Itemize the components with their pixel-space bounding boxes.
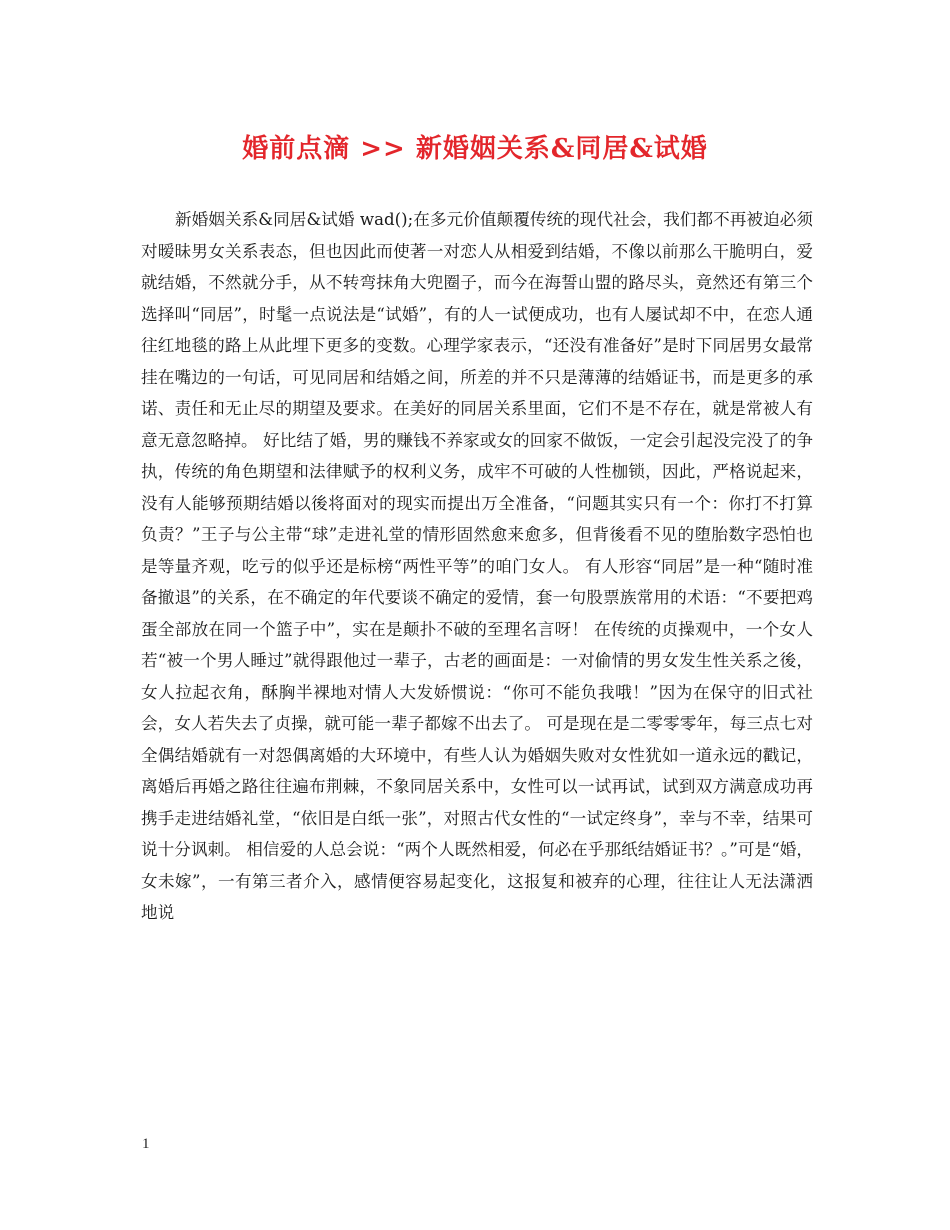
- document-title: 婚前点滴 >> 新婚姻关系&同居&试婚: [242, 134, 708, 164]
- document-body-paragraph: 新婚姻关系&同居&试婚 wad();在多元价值颠覆传统的现代社会，我们都不再被迫必须对暧昧男女关系表态，但也因此而使著一对恋人从相爱到结婚，不像以前那么干脆明白，爱就结婚，不然就分手，从不转弯抹角大兜圈子，而今在海誓山盟的路尽头，竟然还有第三个选择叫“同居”，时髦一点说法是“试婚”，有的人一试便成功，也有人屡试却不中，在恋人通往红地毯的路上从此埋下更多的变数。心理学家表示，“还没有准备好”是时下同居男女最常挂在嘴边的一句话，可见同居和结婚之间，所差的并不只是薄薄的结婚证书，而是更多的承诺、责任和无止尽的期望及要求。在美好的同居关系里面，它们不是不存在，就是常被人有意无意忽略掉。 好比结了婚，男的赚钱不养家或女的回家不做饭，一定会引起没完没了的争执，传统的角色期望和法律赋予的权利义务，成牢不可破的人性枷锁，因此，严格说起来，没有人能够预期结婚以後将面对的现实而提出万全准备，“问题其实只有一个：你打不打算负责？”王子与公主带“球”走进礼堂的情形固然愈来愈多，但背後看不见的堕胎数字恐怕也是等量齐观，吃亏的似乎还是标榜“两性平等”的咱门女人。 有人形容“同居”是一种“随时准备撤退”的关系，在不确定的年代要谈不确定的爱情，套一句股票族常用的术语：“不要把鸡蛋全部放在同一个篮子中”，实在是颠扑不破的至理名言呀！ 在传统的贞操观中，一个女人若“被一个男人睡过”就得跟他过一辈子，古老的画面是：一对偷情的男女发生性关系之後，女人拉起衣角，酥胸半裸地对情人大发娇惯说：“你可不能负我哦！”因为在保守的旧式社会，女人若失去了贞操，就可能一辈子都嫁不出去了。 可是现在是二零零零年，每三点七对全偶结婚就有一对怨偶离婚的大环境中，有些人认为婚姻失败对女性犹如一道永远的戳记，离婚后再婚之路往往遍布荆棘，不象同居关系中，女性可以一试再试，试到双方满意成功再携手走进结婚礼堂，“依旧是白纸一张”，对照古代女性的“一试定终身”，幸与不幸，结果可说十分讽刺。 相信爱的人总会说：“两个人既然相爱，何必在乎那纸结婚证书？。”可是“婚，女未嫁”，一有第三者介入，感情便容易起变化，这报复和被弃的心理，往往让人无法潇洒地说: [141, 210, 813, 922]
- page-number: 1: [142, 1136, 150, 1152]
